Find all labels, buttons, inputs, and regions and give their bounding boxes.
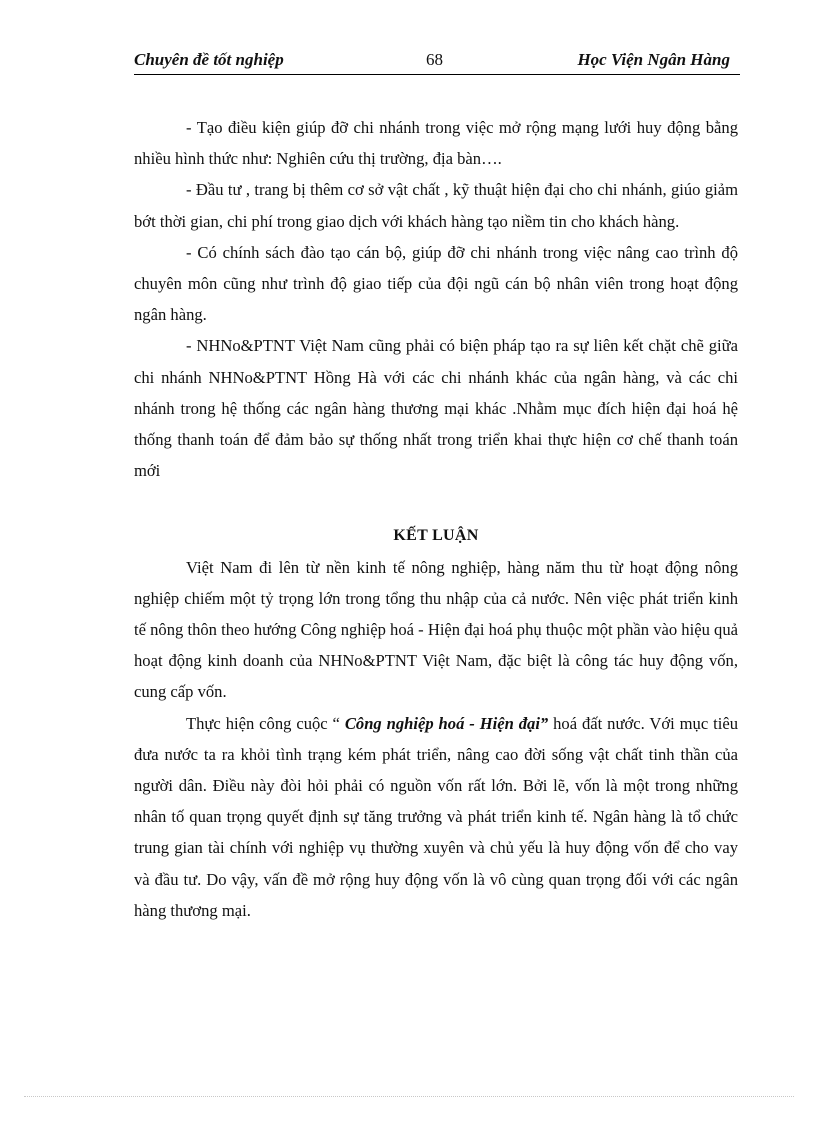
page-header — [134, 48, 740, 75]
header-institution: Học Viện Ngân Hàng — [577, 50, 730, 69]
paragraph-linkage: - NHNo&PTNT Việt Nam cũng phải có biện pháp tạo ra sự liên kết chặt chẽ giữa chi nhánh NHNo&PTNT Hồng Hà với các chi nhánh khác của ngân hàng, và các chi nhánh trong hệ thống các ngân hàng thương mại khác .Nhằm mục đích hiện đại hoá hệ thống thanh toán để đảm bảo sự thống nhất trong triển khai thực hiện cơ chế thanh toán mới — [134, 336, 738, 481]
conclusion-p2-rest: hoá đất nước. Với mục tiêu đưa nước ta ra khỏi tình trạng kém phát triển, nâng cao đời sống vật chất tinh thần của người dân. Điều này đòi hỏi phải có nguồn vốn rất lớn. Bởi lẽ, vốn là một trong những nhân tố quan trọng quyết định sự tăng trưởng và phát triển kinh tế. Ngân hàng là tổ chức trung gian tài chính với nghiệp vụ thường xuyên và chủ yếu là huy động vốn để cho vay và đầu tư. Do vậy, vấn đề mở rộng huy động vốn là vô cùng quan trọng đối với các ngân hàng thương mại. — [134, 713, 738, 920]
conclusion-paragraph-1: Việt Nam đi lên từ nền kinh tế nông nghiệp, hàng năm thu từ hoạt động nông nghiệp chiếm một tỷ trọng lớn trong tổng thu nhập của cả nước. Nên việc phát triển kinh tế nông thôn theo hướng Công nghiệp hoá - Hiện đại hoá phụ thuộc một phần vào hiệu quả hoạt động kinh doanh của NHNo&PTNT Việt Nam, đặc biệt là công tác huy động vốn, cung cấp vốn. — [134, 557, 738, 702]
conclusion-p2-emphasis: Công nghiệp hoá - Hiện đại” — [344, 713, 549, 733]
page-bottom-divider — [24, 1096, 794, 1097]
paragraph-support-network: - Tạo điều kiện giúp đỡ chi nhánh trong việc mở rộng mạng lưới huy động bằng nhiều hình thức như: Nghiên cứu thị trường, địa bàn…. — [134, 118, 738, 169]
paragraph-training: - Có chính sách đào tạo cán bộ, giúp đỡ chi nhánh trong việc nâng cao trình độ chuyên môn cũng như trình độ giao tiếp của đội ngũ cán bộ nhân viên trong hoạt động ngân hàng. — [134, 242, 738, 325]
conclusion-p2-lead: Thực hiện công cuộc “ — [186, 713, 345, 733]
paragraph-investment: - Đầu tư , trang bị thêm cơ sở vật chất , kỹ thuật hiện đại cho chi nhánh, giúo giảm bớt thời gian, chi phí trong giao dịch với khách hàng tạo niềm tin cho khách hàng. — [134, 180, 738, 231]
page-body — [134, 112, 738, 926]
page-number: 68 — [426, 50, 443, 69]
conclusion-heading: KẾT LUẬN — [393, 527, 479, 545]
conclusion-paragraph-2 — [134, 708, 738, 926]
header-document-title: Chuyên đề tốt nghiệp — [134, 50, 284, 69]
